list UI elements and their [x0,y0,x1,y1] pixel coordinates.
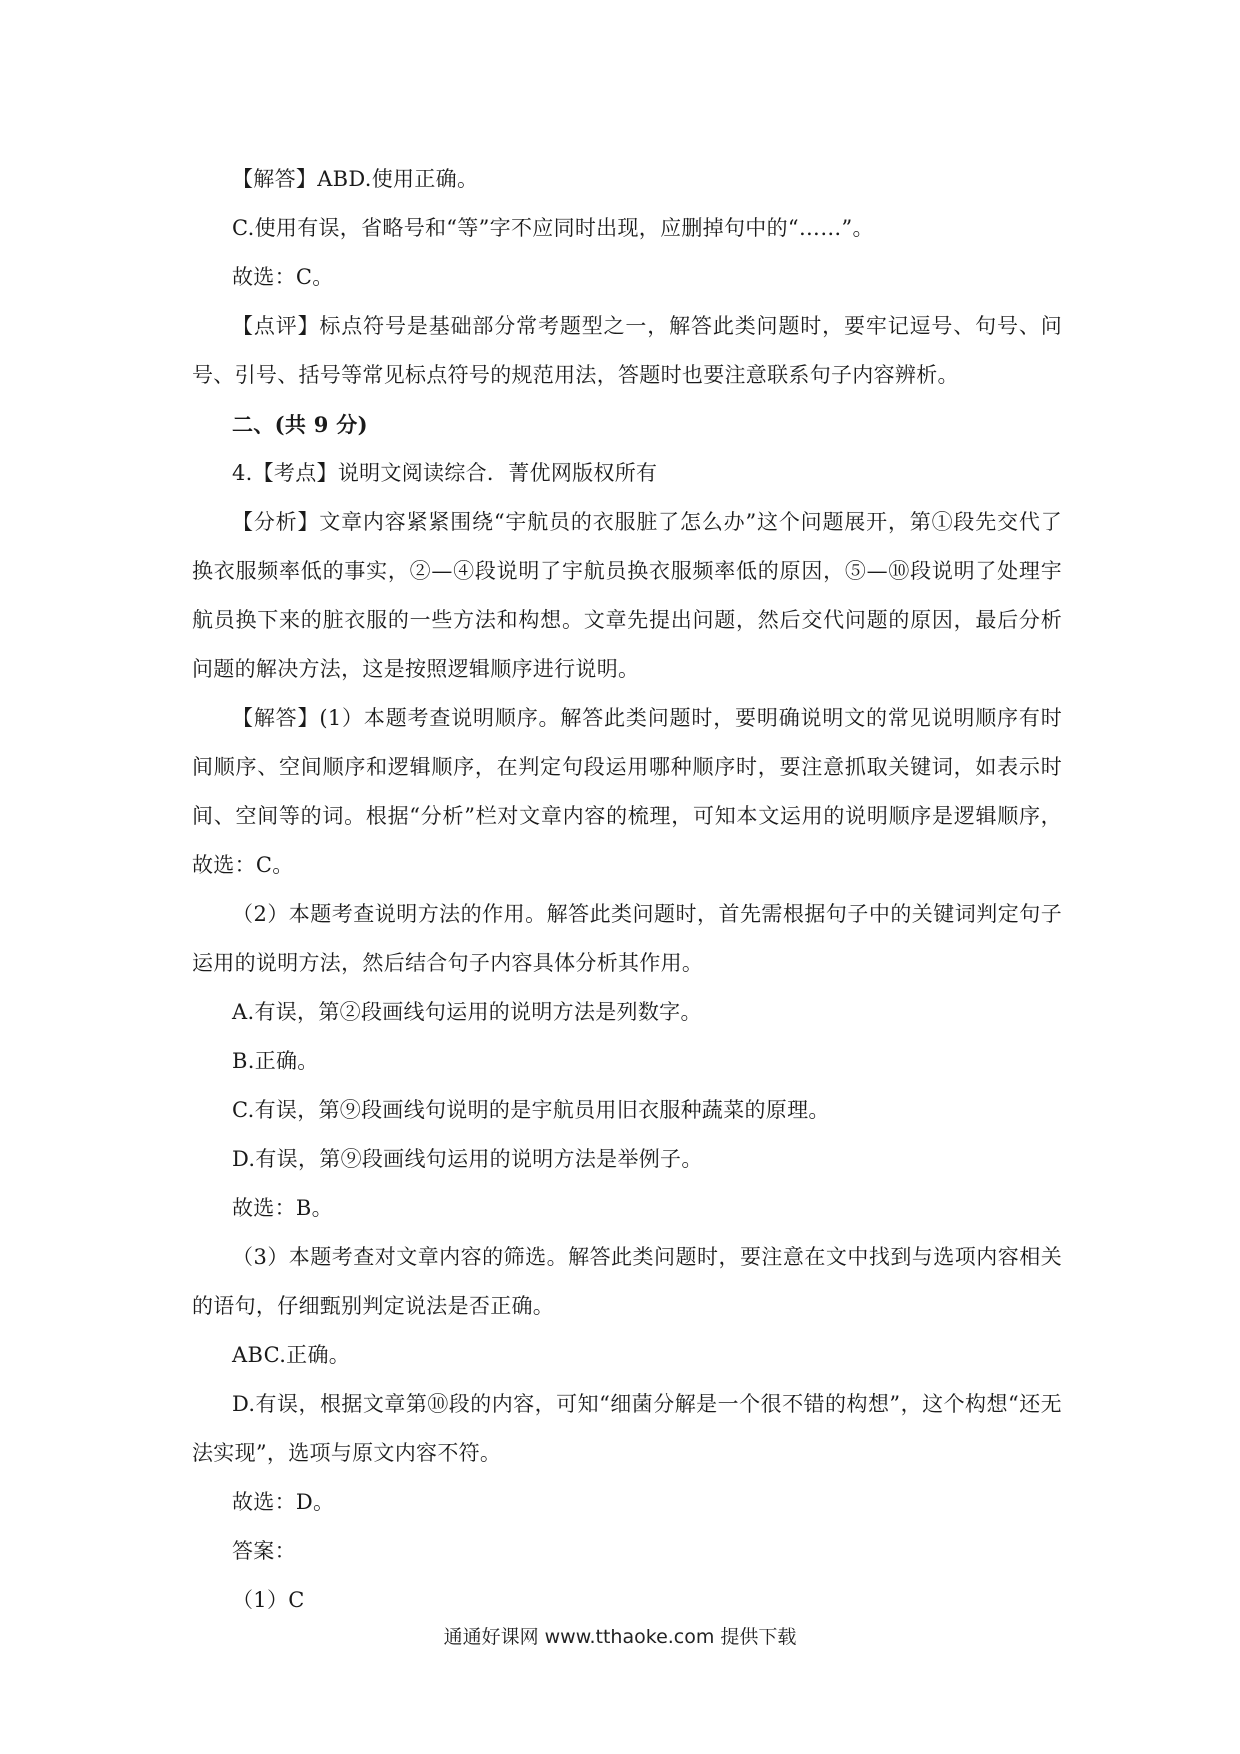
text-paragraph: （2）本题考查说明方法的作用。解答此类问题时，首先需根据句子中的关键词判定句子运用的说明方法，然后结合句子内容具体分析其作用。 [192,902,1062,975]
text-paragraph: D.有误，第⑨段画线句运用的说明方法是举例子。 [232,1147,703,1171]
text-paragraph: 【点评】标点符号是基础部分常考题型之一，解答此类问题时，要牢记逗号、句号、问号、引号、括号等常见标点符号的规范用法，答题时也要注意联系句子内容辨析。 [192,314,1062,387]
text-paragraph: 故选：B。 [232,1196,333,1220]
text-paragraph: 【解答】ABD.使用正确。 [232,167,479,191]
text-paragraph: D.有误，根据文章第⑩段的内容，可知“细菌分解是一个很不错的构想”，这个构想“还无法实现”，选项与原文内容不符。 [192,1392,1062,1465]
text-paragraph: 故选：C。 [232,265,334,289]
section-heading: 二、(共 9 分) [232,412,368,437]
text-paragraph: C.有误，第⑨段画线句说明的是宇航员用旧衣服种蔬菜的原理。 [232,1098,830,1122]
document-body [192,155,1062,1625]
text-paragraph: 故选：D。 [232,1490,335,1514]
text-paragraph: A.有误，第②段画线句运用的说明方法是列数字。 [232,1000,702,1024]
text-paragraph: C.使用有误，省略号和“等”字不应同时出现，应删掉句中的“……”。 [232,216,874,240]
text-paragraph: （1）C [232,1588,305,1612]
text-paragraph: 【分析】文章内容紧紧围绕“宇航员的衣服脏了怎么办”这个问题展开，第①段先交代了换衣服频率低的事实，②—④段说明了宇航员换衣服频率低的原因，⑤—⑩段说明了处理宇航员换下来的脏衣服的一些方法和构想。文章先提出问题，然后交代问题的原因，最后分析问题的解决方法，这是按照逻辑顺序进行说明。 [192,510,1062,681]
text-paragraph: 【解答】(1）本题考查说明顺序。解答此类问题时，要明确说明文的常见说明顺序有时间顺序、空间顺序和逻辑顺序，在判定句段运用哪种顺序时，要注意抓取关键词，如表示时间、空间等的词。根据“分析”栏对文章内容的梳理，可知本文运用的说明顺序是逻辑顺序，故选：C。 [192,706,1062,877]
text-paragraph: ABC.正确。 [232,1343,351,1367]
page-footer: 通通好课网 www.tthaoke.com 提供下载 [443,1626,797,1648]
text-paragraph: B.正确。 [232,1049,319,1073]
text-paragraph: 答案： [232,1539,296,1563]
text-paragraph: （3）本题考查对文章内容的筛选。解答此类问题时，要注意在文中找到与选项内容相关的语句，仔细甄别判定说法是否正确。 [192,1245,1062,1318]
text-paragraph: 4.【考点】说明文阅读综合．菁优网版权所有 [232,461,658,485]
